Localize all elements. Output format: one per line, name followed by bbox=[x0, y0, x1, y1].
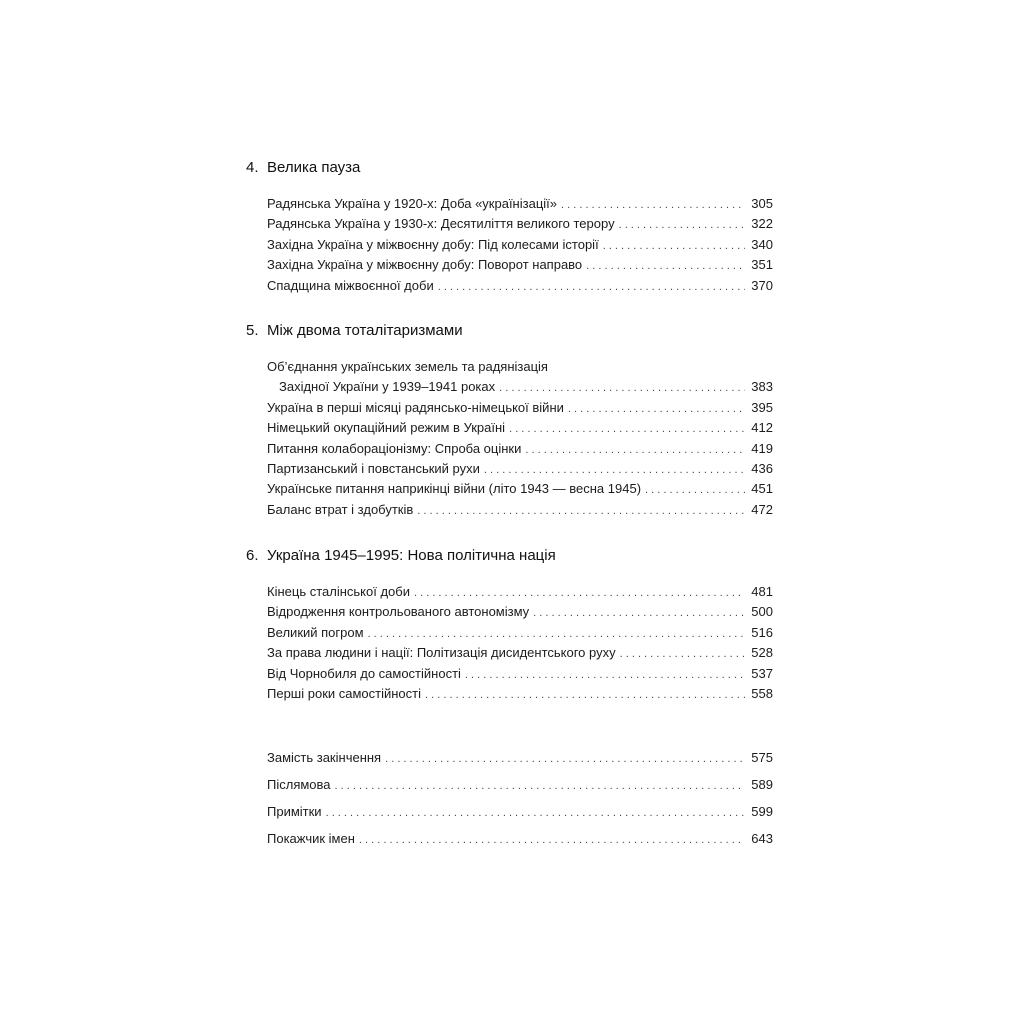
toc-entry-page: 643 bbox=[751, 831, 773, 846]
dot-leader bbox=[385, 746, 745, 771]
dot-leader bbox=[368, 624, 745, 643]
dot-leader bbox=[568, 399, 745, 418]
toc-entry[interactable] bbox=[267, 479, 773, 499]
section-number: 5. bbox=[246, 322, 259, 339]
dot-leader bbox=[484, 460, 745, 479]
toc-entry-page: 472 bbox=[751, 501, 773, 517]
dot-leader bbox=[359, 827, 745, 852]
toc-entry[interactable] bbox=[267, 825, 773, 852]
toc-entry-title: Від Чорнобиля до самостійності bbox=[267, 665, 461, 681]
toc-entry-page: 500 bbox=[751, 604, 773, 620]
toc-entry-page: 516 bbox=[751, 624, 773, 640]
dot-leader bbox=[465, 665, 745, 684]
toc-back-matter bbox=[267, 744, 773, 852]
toc-entry-title: Відродження контрольованого автономізму bbox=[267, 604, 530, 620]
toc-entry-title: Баланс втрат і здобутків bbox=[267, 501, 414, 517]
toc-entry-page: 589 bbox=[751, 777, 773, 792]
toc-entry[interactable] bbox=[267, 235, 773, 255]
toc-entry[interactable] bbox=[267, 500, 773, 520]
toc-entry[interactable] bbox=[267, 643, 773, 663]
toc-entry-page: 599 bbox=[751, 804, 773, 819]
toc-entry[interactable] bbox=[267, 664, 773, 684]
toc-entry[interactable] bbox=[267, 398, 773, 418]
toc-entry[interactable] bbox=[267, 276, 773, 296]
toc-entry[interactable] bbox=[267, 214, 773, 234]
toc-entry-title: Західна Україна у міжвоєнну добу: Поворот направо bbox=[267, 257, 583, 273]
dot-leader bbox=[533, 603, 745, 622]
dot-leader bbox=[438, 277, 745, 296]
dot-leader bbox=[425, 685, 745, 704]
toc-entry-title: Радянська Україна у 1930-х: Десятиліття великого терору bbox=[267, 216, 615, 232]
toc-entry-title: Питання колабораціонізму: Спроба оцінки bbox=[267, 440, 522, 456]
toc-entry-title: Перші роки самостійності bbox=[267, 685, 422, 701]
dot-leader bbox=[586, 256, 745, 275]
toc-entry-title: Україна в перші місяці радянсько-німецької війни bbox=[267, 399, 564, 415]
toc-entry-title: За права людини і нації: Політизація дисидентського руху bbox=[267, 645, 616, 661]
toc-entry-title: Кінець сталінської доби bbox=[267, 584, 410, 599]
toc-entry-page: 537 bbox=[751, 665, 773, 681]
toc-entry[interactable] bbox=[267, 377, 773, 397]
toc-entry-title: Примітки bbox=[267, 804, 322, 819]
toc-entry-page: 481 bbox=[751, 584, 773, 599]
section-title: Велика пауза bbox=[267, 159, 361, 176]
toc-entry-title: Радянська Україна у 1920-х: Доба «українізації» bbox=[267, 196, 557, 211]
toc-entry-page: 412 bbox=[751, 420, 773, 436]
toc-entry[interactable] bbox=[267, 255, 773, 275]
toc-section-6 bbox=[246, 546, 773, 704]
section-number: 4. bbox=[246, 159, 259, 176]
toc-entry-title: Покажчик імен bbox=[267, 831, 355, 846]
toc-entry-page: 528 bbox=[751, 645, 773, 661]
toc-entry-page: 351 bbox=[751, 257, 773, 273]
toc-entry-page: 383 bbox=[751, 379, 773, 395]
toc-entry[interactable] bbox=[267, 459, 773, 479]
toc-entry-title: Українське питання наприкінці війни (літо 1943 — весна 1945) bbox=[267, 481, 642, 497]
toc-entry[interactable] bbox=[267, 684, 773, 704]
dot-leader bbox=[620, 644, 745, 663]
toc-entry[interactable] bbox=[267, 771, 773, 798]
toc-section-4 bbox=[246, 158, 773, 296]
dot-leader bbox=[525, 440, 745, 459]
dot-leader bbox=[561, 195, 745, 214]
section-title: Україна 1945–1995: Нова політична нація bbox=[267, 547, 556, 564]
toc-entry[interactable] bbox=[267, 194, 773, 214]
toc-entry[interactable] bbox=[267, 357, 773, 377]
toc-entry-page: 340 bbox=[751, 236, 773, 252]
dot-leader bbox=[619, 215, 745, 234]
toc-entry-page: 451 bbox=[751, 481, 773, 497]
toc-entry-title: Партизанський і повстанський рухи bbox=[267, 460, 480, 476]
toc-section-5 bbox=[246, 321, 773, 520]
toc-entry[interactable] bbox=[267, 418, 773, 438]
toc-entry-title: Замість закінчення bbox=[267, 750, 382, 765]
dot-leader bbox=[417, 501, 745, 520]
section-title: Між двома тоталітаризмами bbox=[267, 322, 463, 339]
toc-entry-title: Післямова bbox=[267, 777, 331, 792]
toc-entry[interactable] bbox=[267, 582, 773, 602]
toc-entry-title: Західна Україна у міжвоєнну добу: Під колесами історії bbox=[267, 236, 599, 252]
section-heading bbox=[246, 158, 773, 178]
dot-leader bbox=[645, 480, 745, 499]
toc-entry-page: 558 bbox=[751, 685, 773, 701]
toc-entry-title: Західної України у 1939–1941 роках bbox=[279, 379, 496, 395]
toc-entry-title: Німецький окупаційний режим в Україні bbox=[267, 420, 506, 436]
toc-entry-page: 395 bbox=[751, 399, 773, 415]
toc-entry[interactable] bbox=[267, 439, 773, 459]
dot-leader bbox=[414, 583, 745, 602]
toc-entry[interactable] bbox=[267, 602, 773, 622]
toc-entry-page: 322 bbox=[751, 216, 773, 232]
toc-entry-page: 419 bbox=[751, 440, 773, 456]
toc-entry-page: 436 bbox=[751, 460, 773, 476]
toc-entry[interactable] bbox=[267, 798, 773, 825]
section-heading bbox=[246, 546, 773, 566]
toc-entry-page: 575 bbox=[751, 750, 773, 765]
section-number: 6. bbox=[246, 547, 259, 564]
dot-leader bbox=[509, 419, 745, 438]
toc-entry-page: 305 bbox=[751, 196, 773, 211]
dot-leader bbox=[335, 773, 745, 798]
toc-entry-title: Великий погром bbox=[267, 624, 364, 640]
toc-entry[interactable] bbox=[267, 623, 773, 643]
dot-leader bbox=[603, 236, 745, 255]
toc-entry-title: Спадщина міжвоєнної доби bbox=[267, 277, 434, 293]
dot-leader bbox=[326, 800, 745, 825]
toc-entry-page: 370 bbox=[751, 277, 773, 293]
toc-entry[interactable] bbox=[267, 744, 773, 771]
dot-leader bbox=[499, 378, 745, 397]
toc-entry-title: Об’єднання українських земель та радянізація bbox=[267, 359, 548, 374]
section-heading bbox=[246, 321, 773, 341]
